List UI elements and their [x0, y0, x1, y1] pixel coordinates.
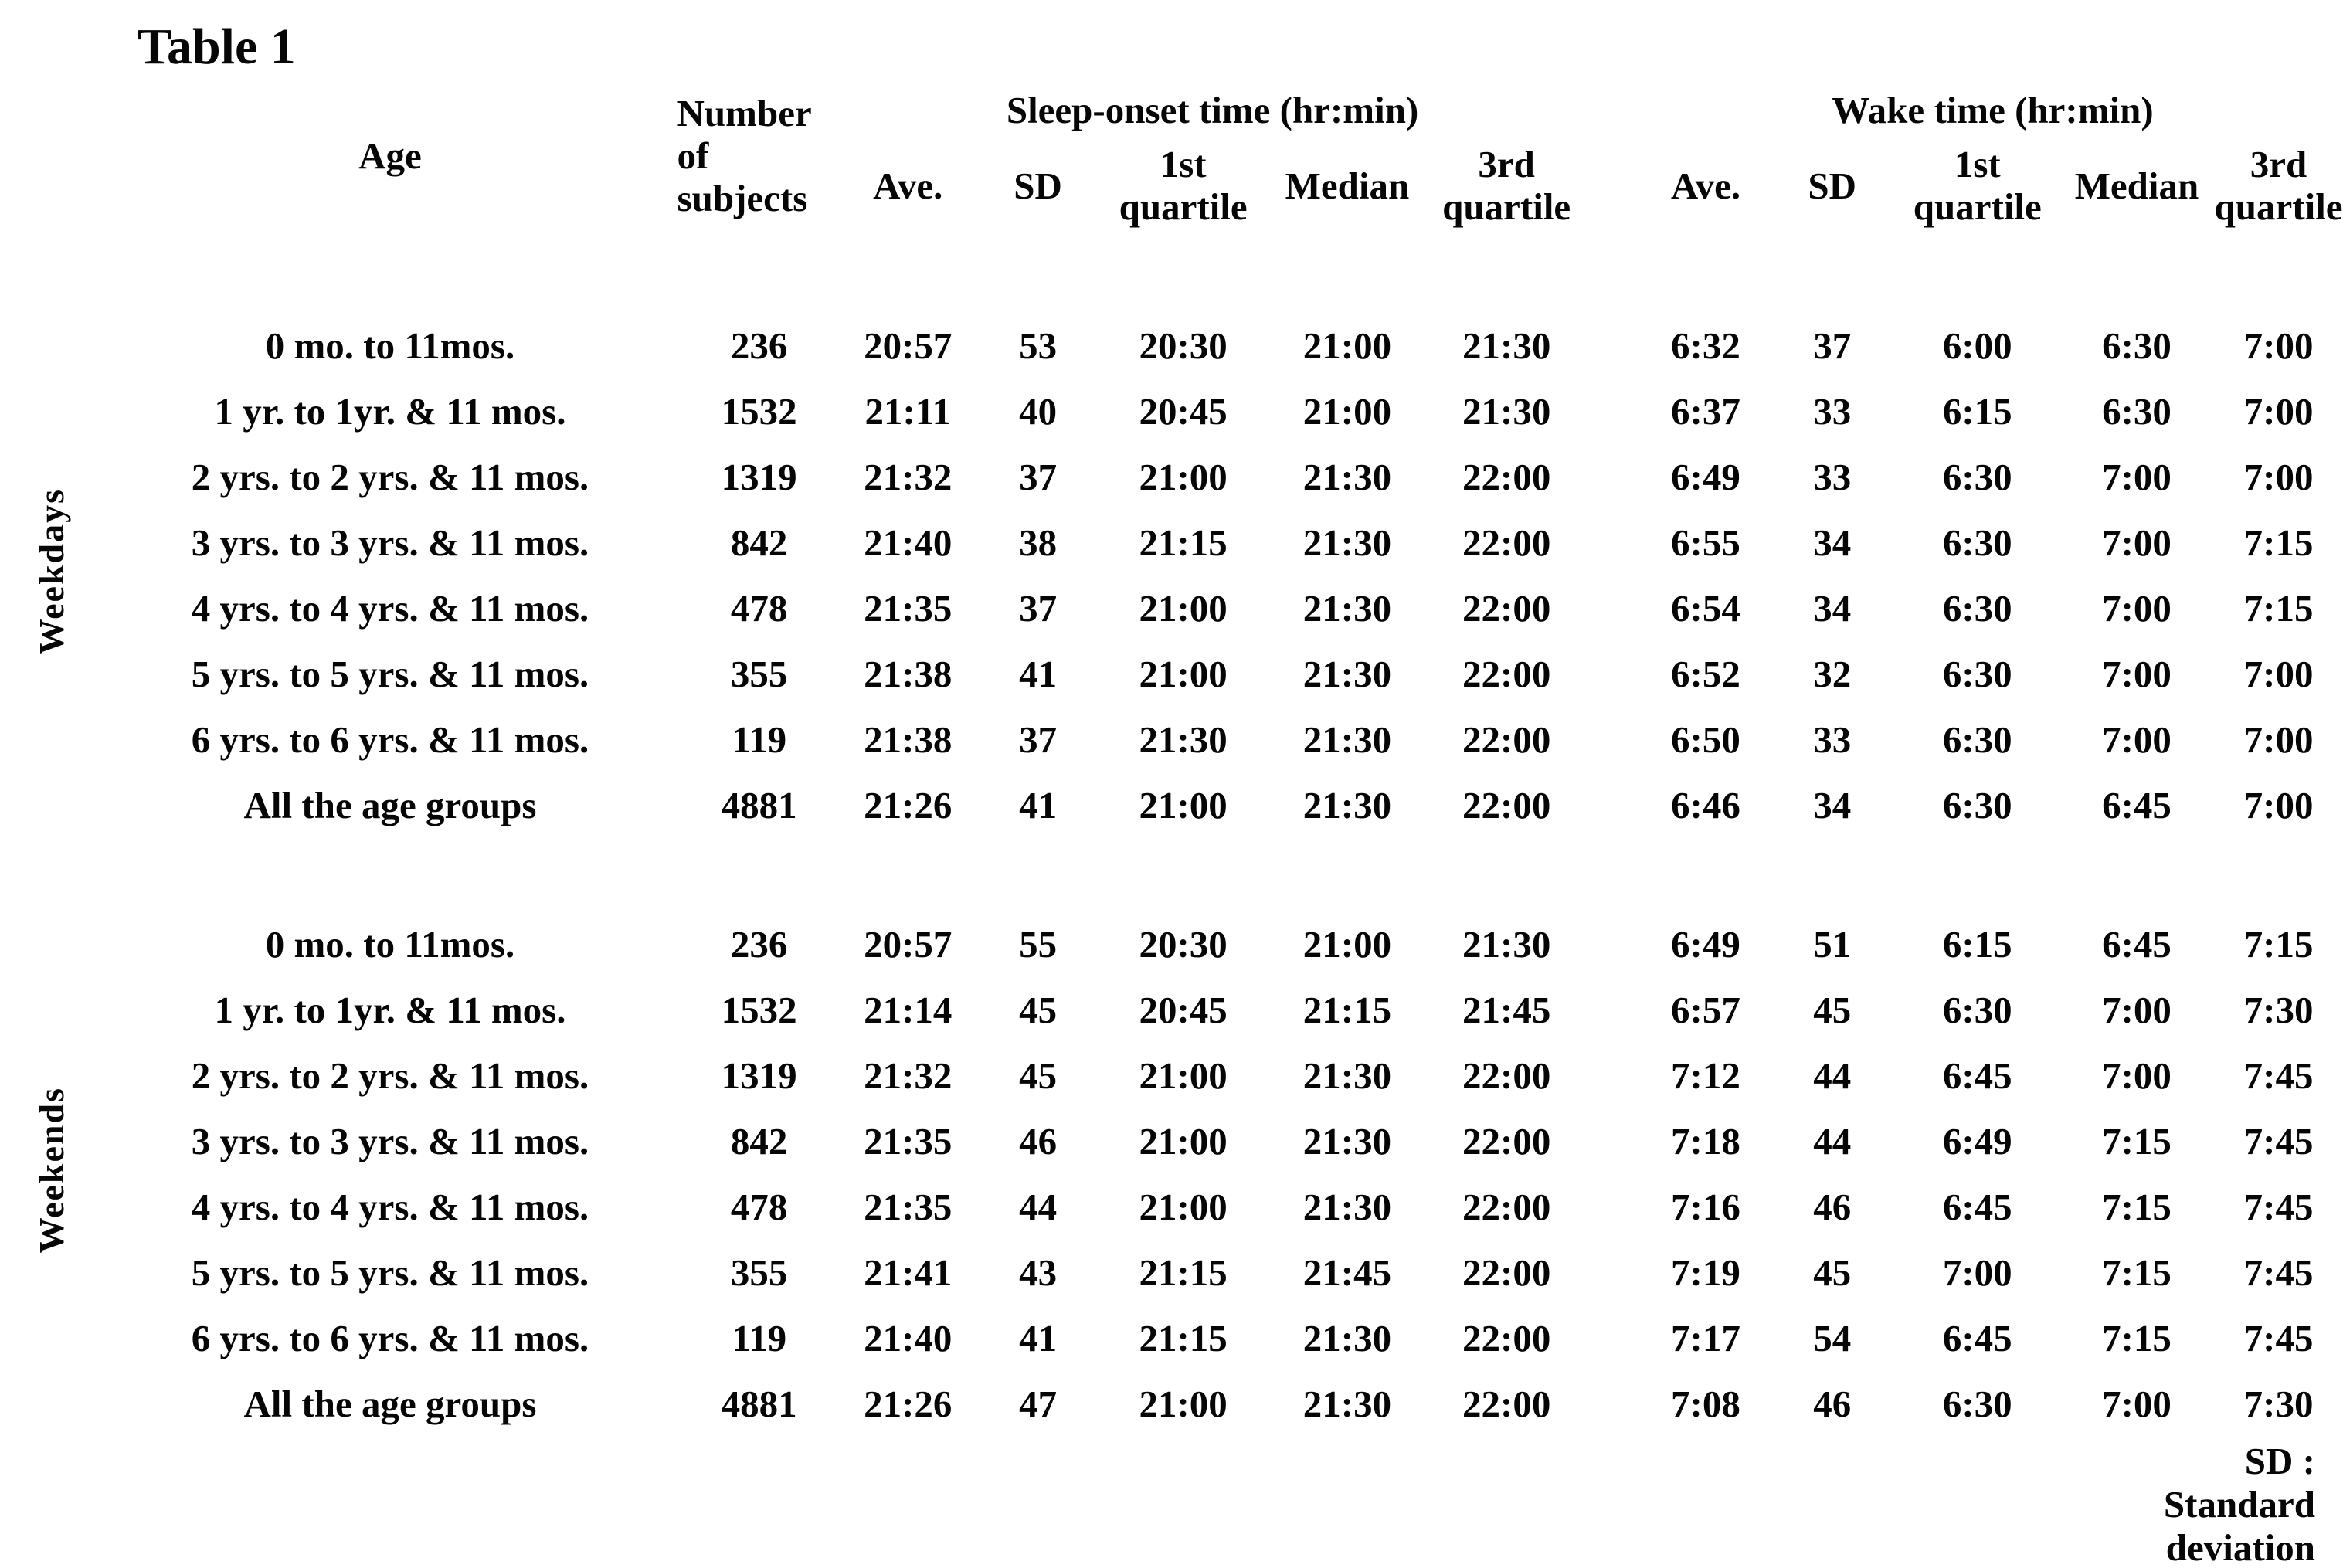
column-gap [1584, 444, 1642, 510]
cell-wake-q1: 6:30 [1942, 989, 2012, 1032]
cell-sleep-q1: 21:00 [1139, 653, 1228, 696]
column-gap [1584, 707, 1642, 772]
column-gap [1584, 1305, 1642, 1371]
cell-wake-q1: 6:15 [1942, 923, 2012, 966]
cell-wake-ave: 6:46 [1671, 784, 1740, 827]
cell-wake-q3: 7:45 [2243, 1120, 2314, 1163]
cell-wake-ave: 6:32 [1671, 324, 1740, 368]
cell-sleep-q1: 21:00 [1139, 1186, 1228, 1229]
cell-sleep-q1: 21:30 [1139, 718, 1228, 762]
cell-wake-ave: 6:52 [1671, 653, 1740, 696]
table-row [0, 1240, 2343, 1305]
cell-wake-sd: 37 [1813, 324, 1852, 368]
column-gap [1584, 1371, 1642, 1437]
col-header-sleep-q1: 1st quartile [1119, 143, 1248, 229]
cell-wake-median: 7:00 [2102, 1383, 2172, 1426]
cell-wake-median: 6:30 [2102, 390, 2172, 433]
cell-sleep-median: 21:30 [1302, 1383, 1392, 1426]
cell-subjects: 4881 [721, 784, 797, 827]
cell-sleep-q1: 21:00 [1139, 1383, 1228, 1426]
cell-sleep-ave: 20:57 [864, 324, 952, 368]
table-row [0, 707, 2343, 772]
col-header-sleep-q3: 3rd quartile [1442, 143, 1571, 229]
cell-wake-ave: 7:16 [1671, 1186, 1740, 1229]
cell-sleep-q3: 22:00 [1462, 1120, 1551, 1163]
column-gap [1584, 1174, 1642, 1240]
col-header-wake-median: Median [2074, 164, 2199, 207]
cell-wake-q3: 7:00 [2243, 718, 2314, 762]
cell-subjects: 1319 [721, 1054, 797, 1098]
cell-sleep-median: 21:30 [1302, 653, 1392, 696]
cell-sleep-ave: 20:57 [864, 923, 952, 966]
cell-sleep-q3: 22:00 [1462, 718, 1551, 762]
data-table [0, 76, 2343, 1437]
footnote-line: deviation [2165, 1526, 2315, 1568]
table-row [0, 1108, 2343, 1174]
row-group-label [0, 313, 103, 838]
col-group-sleep-onset: Sleep-onset time (hr:min) [1006, 89, 1419, 132]
cell-sleep-ave: 21:38 [864, 718, 952, 762]
cell-age: 4 yrs. to 4 yrs. & 11 mos. [191, 587, 589, 630]
table-row [0, 772, 2343, 838]
cell-wake-q3: 7:00 [2243, 324, 2314, 368]
cell-wake-sd: 46 [1813, 1186, 1852, 1229]
cell-wake-q1: 6:30 [1942, 784, 2012, 827]
cell-wake-q3: 7:30 [2243, 989, 2314, 1032]
cell-wake-median: 7:15 [2102, 1186, 2172, 1229]
cell-subjects: 1532 [721, 390, 797, 433]
cell-sleep-median: 21:00 [1302, 324, 1392, 368]
cell-age: 1 yr. to 1yr. & 11 mos. [214, 390, 566, 433]
cell-subjects: 236 [730, 324, 788, 368]
cell-wake-q1: 6:15 [1942, 390, 2012, 433]
cell-sleep-ave: 21:26 [864, 784, 952, 827]
table-row [0, 510, 2343, 575]
cell-subjects: 119 [732, 1317, 787, 1360]
cell-sleep-median: 21:30 [1302, 587, 1392, 630]
cell-subjects: 4881 [721, 1383, 797, 1426]
cell-wake-median: 7:15 [2102, 1251, 2172, 1295]
cell-sleep-q3: 22:00 [1462, 521, 1551, 565]
cell-wake-q3: 7:30 [2243, 1383, 2314, 1426]
cell-wake-median: 7:00 [2102, 989, 2172, 1032]
cell-wake-sd: 33 [1813, 718, 1852, 762]
cell-sleep-q3: 22:00 [1462, 1251, 1551, 1295]
cell-wake-ave: 7:18 [1671, 1120, 1740, 1163]
cell-sleep-sd: 43 [1019, 1251, 1058, 1295]
cell-sleep-q1: 20:45 [1139, 989, 1228, 1032]
column-gap [1584, 313, 1642, 378]
cell-age: 0 mo. to 11mos. [265, 324, 515, 368]
cell-wake-sd: 45 [1813, 1251, 1852, 1295]
cell-sleep-sd: 41 [1019, 1317, 1058, 1360]
table-row [0, 444, 2343, 510]
cell-sleep-q3: 22:00 [1462, 1186, 1551, 1229]
table-row [0, 1305, 2343, 1371]
cell-wake-sd: 46 [1813, 1383, 1852, 1426]
table-row [0, 575, 2343, 641]
weekdays-section [0, 313, 2343, 838]
cell-age: All the age groups [243, 784, 537, 827]
cell-wake-q3: 7:00 [2243, 390, 2314, 433]
cell-wake-median: 7:15 [2102, 1317, 2172, 1360]
column-gap [1584, 378, 1642, 444]
table-row [0, 1371, 2343, 1437]
weekends-section [0, 911, 2343, 1437]
cell-sleep-ave: 21:35 [864, 1186, 952, 1229]
row-group-label-text: Weekdays [32, 487, 72, 654]
cell-wake-ave: 6:54 [1671, 587, 1740, 630]
cell-subjects: 355 [730, 1251, 788, 1295]
cell-subjects: 478 [730, 1186, 788, 1229]
cell-sleep-median: 21:30 [1302, 456, 1392, 499]
cell-wake-median: 7:00 [2102, 653, 2172, 696]
cell-wake-median: 7:00 [2102, 718, 2172, 762]
table-row [0, 1174, 2343, 1240]
cell-wake-q1: 6:30 [1942, 456, 2012, 499]
cell-wake-median: 6:45 [2102, 784, 2172, 827]
section-gap [0, 838, 2343, 911]
cell-sleep-sd: 37 [1019, 718, 1058, 762]
cell-wake-sd: 51 [1813, 923, 1852, 966]
cell-sleep-ave: 21:35 [864, 587, 952, 630]
cell-sleep-sd: 41 [1019, 653, 1058, 696]
col-header-wake-q3: 3rd quartile [2214, 143, 2343, 229]
cell-sleep-sd: 41 [1019, 784, 1058, 827]
cell-sleep-sd: 46 [1019, 1120, 1058, 1163]
cell-wake-q3: 7:00 [2243, 653, 2314, 696]
cell-wake-ave: 6:57 [1671, 989, 1740, 1032]
footnote-line: SD : [2244, 1440, 2315, 1483]
column-gap [1584, 1043, 1642, 1108]
cell-wake-sd: 44 [1813, 1054, 1852, 1098]
cell-sleep-sd: 37 [1019, 587, 1058, 630]
cell-wake-median: 7:00 [2102, 521, 2172, 565]
cell-age: 3 yrs. to 3 yrs. & 11 mos. [191, 1120, 589, 1163]
column-gap [1584, 911, 1642, 977]
cell-wake-ave: 7:08 [1671, 1383, 1740, 1426]
cell-wake-q3: 7:15 [2243, 923, 2314, 966]
cell-sleep-q1: 21:15 [1139, 1317, 1228, 1360]
cell-wake-ave: 7:12 [1671, 1054, 1740, 1098]
cell-wake-median: 6:30 [2102, 324, 2172, 368]
cell-wake-q3: 7:00 [2243, 784, 2314, 827]
cell-sleep-sd: 47 [1019, 1383, 1058, 1426]
cell-sleep-q3: 21:45 [1462, 989, 1551, 1032]
cell-sleep-ave: 21:32 [864, 456, 952, 499]
cell-sleep-q3: 22:00 [1462, 653, 1551, 696]
cell-wake-ave: 6:50 [1671, 718, 1740, 762]
cell-sleep-ave: 21:41 [864, 1251, 952, 1295]
cell-sleep-ave: 21:38 [864, 653, 952, 696]
column-gap [1584, 977, 1642, 1043]
cell-sleep-ave: 21:40 [864, 1317, 952, 1360]
col-group-wake: Wake time (hr:min) [1832, 89, 2154, 132]
cell-subjects: 119 [732, 718, 787, 762]
section-gap-row [0, 838, 2343, 911]
cell-sleep-q1: 21:00 [1139, 587, 1228, 630]
cell-age: 5 yrs. to 5 yrs. & 11 mos. [191, 1251, 589, 1295]
cell-wake-median: 7:00 [2102, 456, 2172, 499]
cell-sleep-q3: 22:00 [1462, 456, 1551, 499]
table-row [0, 313, 2343, 378]
cell-wake-ave: 6:37 [1671, 390, 1740, 433]
cell-wake-q1: 6:49 [1942, 1120, 2012, 1163]
table-header [0, 76, 2343, 313]
header-spacer-row [0, 236, 2343, 313]
cell-wake-q3: 7:15 [2243, 587, 2314, 630]
cell-subjects: 842 [730, 521, 788, 565]
cell-sleep-median: 21:45 [1302, 1251, 1392, 1295]
cell-wake-q1: 6:45 [1942, 1317, 2012, 1360]
col-header-wake-ave: Ave. [1670, 164, 1741, 207]
cell-wake-q1: 6:30 [1942, 521, 2012, 565]
cell-sleep-sd: 37 [1019, 456, 1058, 499]
cell-age: 3 yrs. to 3 yrs. & 11 mos. [191, 521, 589, 565]
cell-sleep-q3: 22:00 [1462, 587, 1551, 630]
cell-age: 1 yr. to 1yr. & 11 mos. [214, 989, 566, 1032]
cell-sleep-sd: 55 [1019, 923, 1058, 966]
cell-wake-sd: 34 [1813, 587, 1852, 630]
cell-wake-sd: 54 [1813, 1317, 1852, 1360]
cell-sleep-q3: 21:30 [1462, 923, 1551, 966]
cell-age: 2 yrs. to 2 yrs. & 11 mos. [191, 1054, 589, 1098]
cell-age: 5 yrs. to 5 yrs. & 11 mos. [191, 653, 589, 696]
cell-sleep-q1: 21:00 [1139, 1054, 1228, 1098]
col-header-subjects [677, 76, 841, 236]
cell-sleep-q1: 20:30 [1139, 923, 1228, 966]
cell-sleep-median: 21:15 [1302, 989, 1392, 1032]
col-header-subjects-text: Number of subjects [677, 91, 811, 219]
cell-wake-q3: 7:45 [2243, 1317, 2314, 1360]
cell-subjects: 842 [730, 1120, 788, 1163]
cell-sleep-q1: 21:15 [1139, 1251, 1228, 1295]
row-group-gutter [0, 76, 103, 236]
cell-wake-sd: 33 [1813, 456, 1852, 499]
footnote-sd [2107, 1440, 2315, 1568]
column-gap [1584, 1108, 1642, 1174]
cell-sleep-q3: 22:00 [1462, 1383, 1551, 1426]
column-gap [1584, 76, 1642, 236]
cell-sleep-ave: 21:26 [864, 1383, 952, 1426]
cell-wake-sd: 32 [1813, 653, 1852, 696]
cell-sleep-median: 21:30 [1302, 784, 1392, 827]
cell-wake-q3: 7:00 [2243, 456, 2314, 499]
cell-wake-sd: 45 [1813, 989, 1852, 1032]
cell-wake-q3: 7:45 [2243, 1054, 2314, 1098]
cell-sleep-ave: 21:14 [864, 989, 952, 1032]
cell-wake-ave: 6:49 [1671, 456, 1740, 499]
cell-wake-ave: 6:55 [1671, 521, 1740, 565]
cell-wake-q1: 6:30 [1942, 587, 2012, 630]
column-gap [1584, 510, 1642, 575]
cell-wake-median: 7:15 [2102, 1120, 2172, 1163]
cell-sleep-q3: 22:00 [1462, 784, 1551, 827]
column-gap [1584, 772, 1642, 838]
col-header-age: Age [358, 134, 422, 177]
cell-age: 4 yrs. to 4 yrs. & 11 mos. [191, 1186, 589, 1229]
cell-sleep-sd: 44 [1019, 1186, 1058, 1229]
cell-sleep-median: 21:30 [1302, 1054, 1392, 1098]
table-row [0, 977, 2343, 1043]
row-group-label [0, 911, 103, 1437]
cell-wake-ave: 6:49 [1671, 923, 1740, 966]
cell-subjects: 1532 [721, 989, 797, 1032]
cell-wake-q1: 7:00 [1942, 1251, 2012, 1295]
cell-wake-q3: 7:15 [2243, 521, 2314, 565]
cell-sleep-sd: 45 [1019, 989, 1058, 1032]
cell-sleep-median: 21:00 [1302, 390, 1392, 433]
cell-wake-sd: 33 [1813, 390, 1852, 433]
cell-wake-ave: 7:17 [1671, 1317, 1740, 1360]
cell-sleep-sd: 53 [1019, 324, 1058, 368]
cell-wake-median: 7:00 [2102, 1054, 2172, 1098]
col-header-sleep-median: Median [1285, 164, 1410, 207]
cell-sleep-sd: 38 [1019, 521, 1058, 565]
cell-wake-q1: 6:30 [1942, 653, 2012, 696]
cell-sleep-q1: 21:15 [1139, 521, 1228, 565]
table-row [0, 641, 2343, 707]
cell-sleep-median: 21:30 [1302, 1120, 1392, 1163]
cell-wake-q1: 6:00 [1942, 324, 2012, 368]
cell-sleep-ave: 21:32 [864, 1054, 952, 1098]
column-gap [1584, 641, 1642, 707]
cell-subjects: 1319 [721, 456, 797, 499]
cell-sleep-median: 21:30 [1302, 521, 1392, 565]
col-header-sleep-sd: SD [1014, 164, 1062, 207]
cell-sleep-q3: 22:00 [1462, 1317, 1551, 1360]
cell-wake-q1: 6:30 [1942, 1383, 2012, 1426]
cell-sleep-median: 21:30 [1302, 718, 1392, 762]
col-header-wake-sd: SD [1808, 164, 1857, 207]
col-header-wake-q1: 1st quartile [1913, 143, 2042, 229]
cell-wake-sd: 34 [1813, 784, 1852, 827]
cell-sleep-q3: 21:30 [1462, 324, 1551, 368]
table-row [0, 1043, 2343, 1108]
cell-sleep-sd: 40 [1019, 390, 1058, 433]
cell-sleep-ave: 21:40 [864, 521, 952, 565]
cell-wake-q1: 6:45 [1942, 1054, 2012, 1098]
cell-age: 2 yrs. to 2 yrs. & 11 mos. [191, 456, 589, 499]
cell-wake-q1: 6:30 [1942, 718, 2012, 762]
cell-sleep-median: 21:30 [1302, 1317, 1392, 1360]
cell-sleep-q1: 20:30 [1139, 324, 1228, 368]
cell-age: 6 yrs. to 6 yrs. & 11 mos. [191, 1317, 589, 1360]
cell-age: All the age groups [243, 1383, 537, 1426]
cell-sleep-median: 21:30 [1302, 1186, 1392, 1229]
cell-age: 0 mo. to 11mos. [265, 923, 515, 966]
cell-sleep-q3: 21:30 [1462, 390, 1551, 433]
cell-sleep-q1: 21:00 [1139, 456, 1228, 499]
cell-wake-median: 6:45 [2102, 923, 2172, 966]
col-header-sleep-ave: Ave. [873, 164, 943, 207]
cell-age: 6 yrs. to 6 yrs. & 11 mos. [191, 718, 589, 762]
cell-subjects: 236 [730, 923, 788, 966]
cell-sleep-q3: 22:00 [1462, 1054, 1551, 1098]
cell-sleep-ave: 21:35 [864, 1120, 952, 1163]
cell-sleep-q1: 21:00 [1139, 1120, 1228, 1163]
table-row [0, 911, 2343, 977]
cell-sleep-q1: 20:45 [1139, 390, 1228, 433]
cell-wake-median: 7:00 [2102, 587, 2172, 630]
cell-sleep-q1: 21:00 [1139, 784, 1228, 827]
cell-sleep-ave: 21:11 [864, 390, 952, 433]
footnote-line: Standard [2163, 1483, 2315, 1526]
cell-wake-sd: 34 [1813, 521, 1852, 565]
table-title: Table 1 [138, 19, 296, 75]
cell-wake-ave: 7:19 [1671, 1251, 1740, 1295]
cell-sleep-sd: 45 [1019, 1054, 1058, 1098]
group-header-row [0, 76, 2343, 137]
column-gap [1584, 1240, 1642, 1305]
cell-sleep-median: 21:00 [1302, 923, 1392, 966]
column-gap [1584, 575, 1642, 641]
cell-wake-q3: 7:45 [2243, 1251, 2314, 1295]
cell-wake-sd: 44 [1813, 1120, 1852, 1163]
row-group-label-text: Weekends [32, 1086, 72, 1253]
cell-subjects: 478 [730, 587, 788, 630]
cell-wake-q3: 7:45 [2243, 1186, 2314, 1229]
cell-wake-q1: 6:45 [1942, 1186, 2012, 1229]
table-row [0, 378, 2343, 444]
cell-subjects: 355 [730, 653, 788, 696]
